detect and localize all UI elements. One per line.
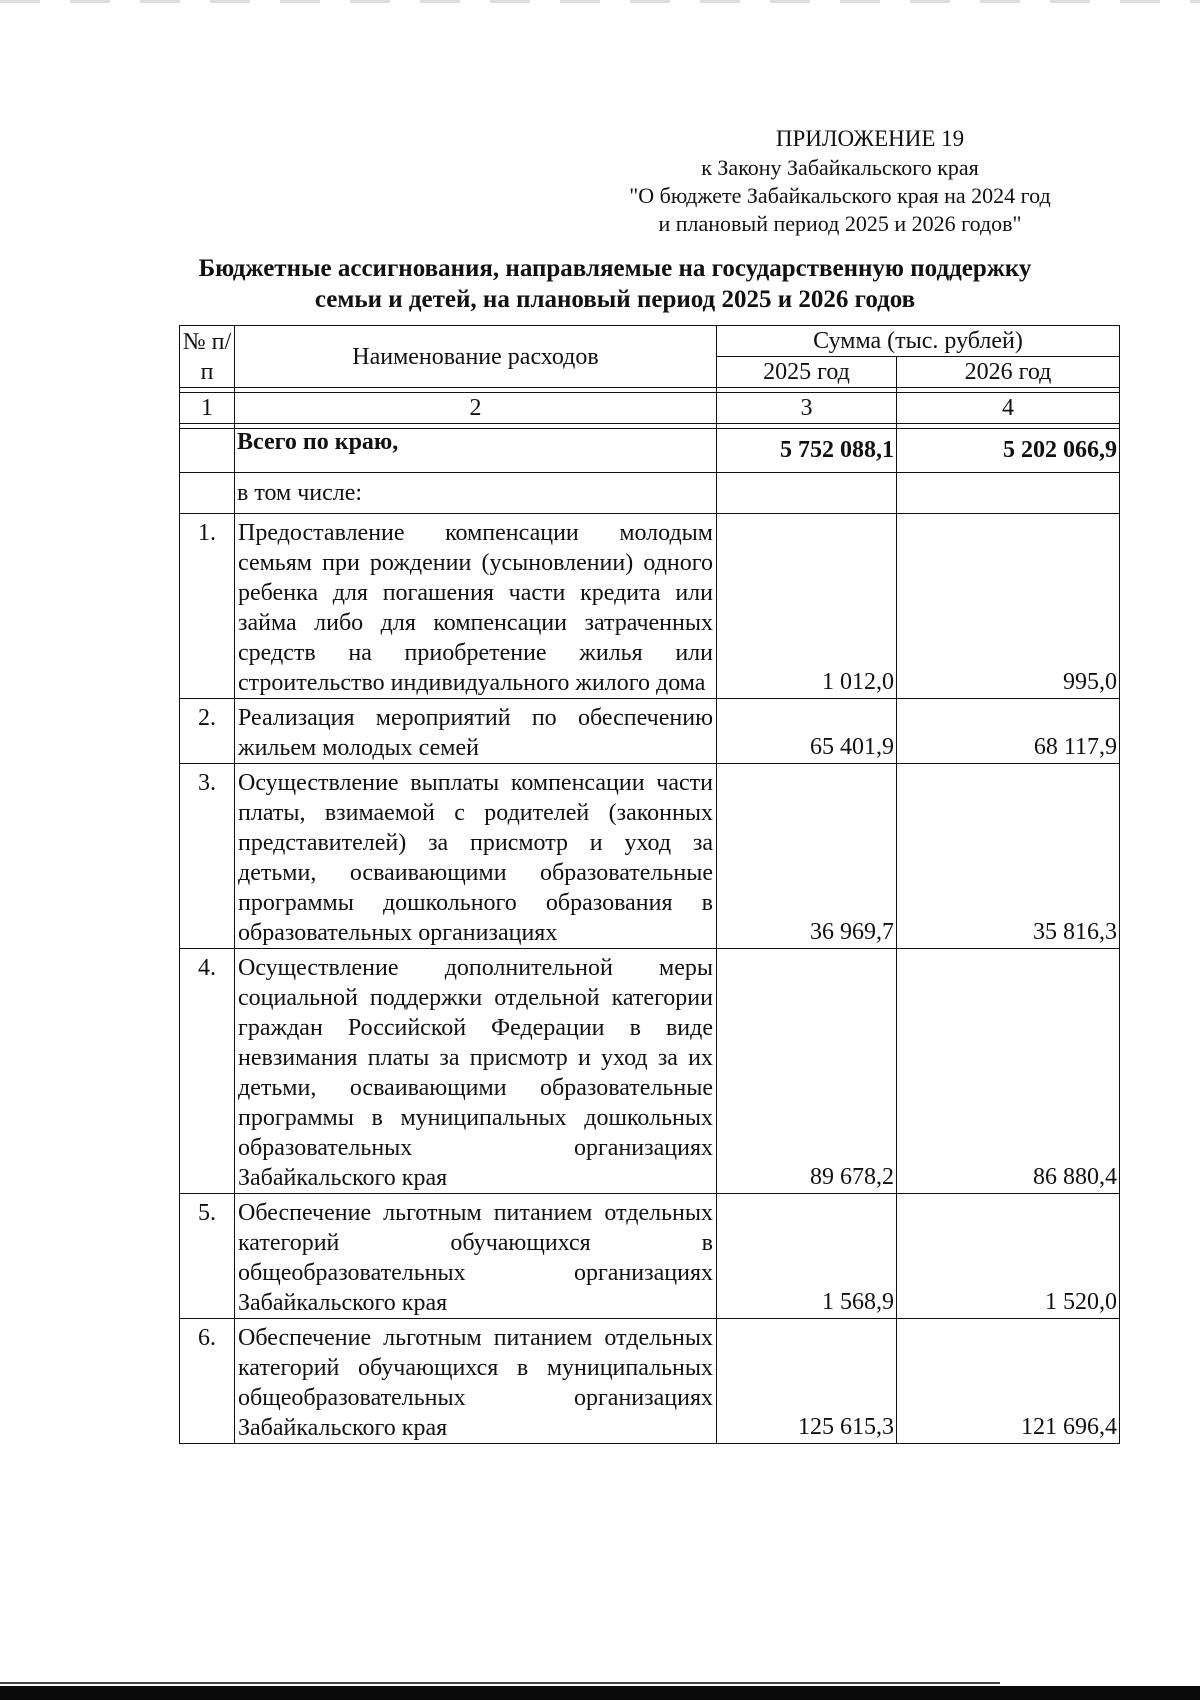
row-value-2025: 36 969,7	[717, 764, 897, 949]
row-number: 1.	[180, 514, 235, 699]
row-value-2025: 1 568,9	[717, 1194, 897, 1319]
row-value-2025: 1 012,0	[717, 514, 897, 699]
including-no	[180, 473, 235, 514]
table-header-row	[180, 326, 1120, 357]
row-number: 4.	[180, 949, 235, 1194]
budget-table	[179, 325, 1120, 1444]
row-number: 3.	[180, 764, 235, 949]
row-description: Реализация мероприятий по обеспечению жильем молодых семей	[235, 699, 717, 764]
column-number: 3	[717, 393, 897, 424]
row-number: 2.	[180, 699, 235, 764]
row-description: Осуществление дополнительной меры социальной поддержки отдельной категории граждан Российской Федерации в виде невзимания платы за присмотр и уход за их детьми, осваивающими образовательные программы в муниципальных дошкольных образовательных организациях Забайкальского края	[235, 949, 717, 1194]
column-number: 4	[897, 393, 1120, 424]
total-label: Всего по краю,	[235, 429, 717, 473]
table-row	[180, 699, 1120, 764]
table-row	[180, 949, 1120, 1194]
table-row	[180, 764, 1120, 949]
row-value-2026: 995,0	[897, 514, 1120, 699]
header-line-3: и плановый период 2025 и 2026 годов"	[658, 211, 1022, 236]
row-description: Обеспечение льготным питанием отдельных категорий обучающихся в муниципальных общеобразовательных организациях Забайкальского края	[235, 1319, 717, 1444]
row-description: Предоставление компенсации молодым семьям при рождении (усыновлении) одного ребенка для погашения части кредита или займа либо для компенсации затраченных средств на приобретение жилья или строительство индивидуального жилого дома	[235, 514, 717, 699]
row-value-2025: 89 678,2	[717, 949, 897, 1194]
including-2025	[717, 473, 897, 514]
document-header	[540, 125, 1140, 238]
total-2026: 5 202 066,9	[897, 429, 1120, 473]
row-value-2026: 35 816,3	[897, 764, 1120, 949]
row-description: Осуществление выплаты компенсации части платы, взимаемой с родителей (законных представителей) за присмотр и уход за детьми, осваивающими образовательные программы дошкольного образования в образовательных организациях	[235, 764, 717, 949]
header-col-2026: 2026 год	[897, 357, 1120, 388]
including-row	[180, 473, 1120, 514]
title-line-2: семьи и детей, на плановый период 2025 и 2026 годов	[314, 286, 916, 313]
header-col-name: Наименование расходов	[235, 326, 717, 388]
header-col-no: № п/п	[180, 326, 235, 388]
total-row	[180, 429, 1120, 473]
table-row	[180, 514, 1120, 699]
table-row	[180, 1319, 1120, 1444]
header-col-sum: Сумма (тыс. рублей)	[717, 326, 1120, 357]
header-line-1: к Закону Забайкальского края	[701, 155, 979, 180]
column-number: 1	[180, 393, 235, 424]
document-title	[150, 253, 1080, 315]
row-value-2026: 121 696,4	[897, 1319, 1120, 1444]
total-2025: 5 752 088,1	[717, 429, 897, 473]
row-description: Обеспечение льготным питанием отдельных категорий обучающихся в общеобразовательных организациях Забайкальского края	[235, 1194, 717, 1319]
row-value-2026: 86 880,4	[897, 949, 1120, 1194]
row-value-2025: 65 401,9	[717, 699, 897, 764]
including-label: в том числе:	[235, 473, 717, 514]
table-row	[180, 1194, 1120, 1319]
scan-edge-top	[0, 0, 1200, 3]
row-number: 5.	[180, 1194, 235, 1319]
appendix-number: ПРИЛОЖЕНИЕ 19	[775, 126, 965, 151]
row-value-2025: 125 615,3	[717, 1319, 897, 1444]
including-2026	[897, 473, 1120, 514]
total-no	[180, 429, 235, 473]
row-value-2026: 1 520,0	[897, 1194, 1120, 1319]
row-value-2026: 68 117,9	[897, 699, 1120, 764]
column-number: 2	[235, 393, 717, 424]
row-number: 6.	[180, 1319, 235, 1444]
title-line-1: Бюджетные ассигнования, направляемые на государственную поддержку	[198, 255, 1032, 282]
scan-edge-bottom	[0, 1686, 1200, 1700]
header-line-2: "О бюджете Забайкальского края на 2024 год	[629, 183, 1051, 208]
column-number-row	[180, 393, 1120, 424]
header-col-2025: 2025 год	[717, 357, 897, 388]
